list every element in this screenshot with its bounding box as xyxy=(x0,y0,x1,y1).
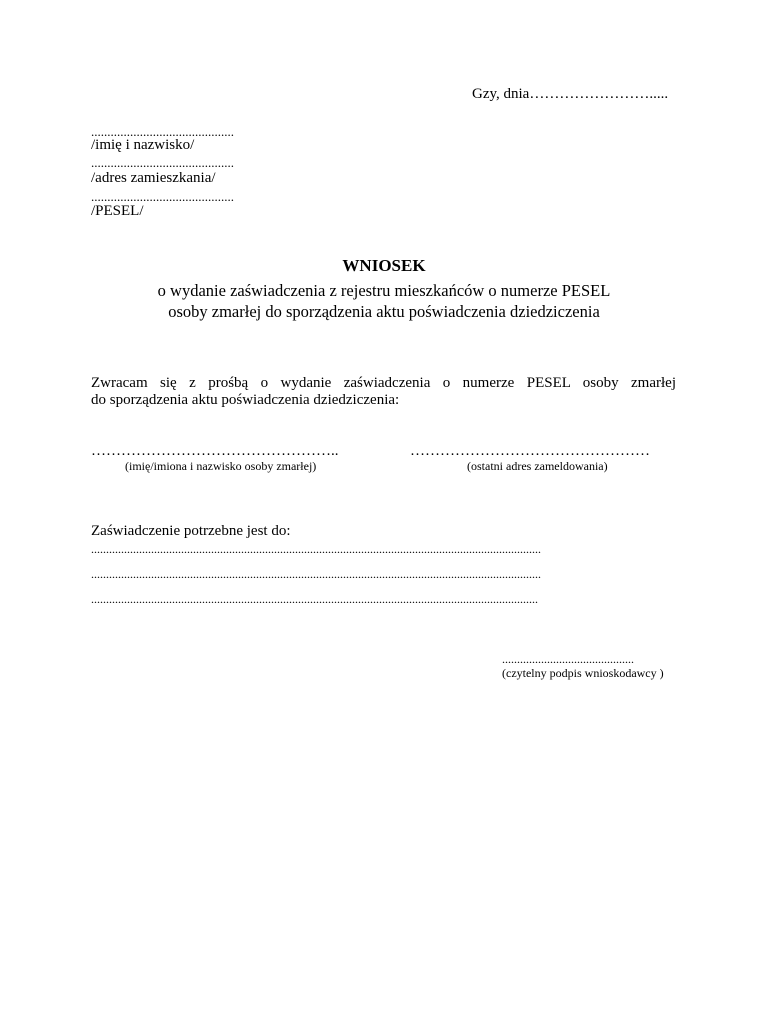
purpose-label: Zaświadczenie potrzebne jest do: xyxy=(91,523,291,539)
document-subtitle-line1: o wydanie zaświadczenia z rejestru mieszkańców o numerze PESEL xyxy=(157,281,611,300)
request-line1: Zwracam się z prośbą o wydanie zaświadczenia o numerze PESEL osoby zmarłej xyxy=(91,375,676,391)
purpose-line1: ...................................................................................................................................................... xyxy=(91,542,541,556)
deceased-address-dots: ………………………………………… xyxy=(410,443,650,459)
purpose-line2: ...................................................................................................................................................... xyxy=(91,567,541,581)
deceased-name-label: (imię/imiona i nazwisko osoby zmarłej) xyxy=(125,459,317,473)
applicant-name-label: /imię i nazwisko/ xyxy=(91,137,195,153)
deceased-address-label: (ostatni adres zameldowania) xyxy=(467,459,608,473)
signature-dots: ............................................ xyxy=(502,652,634,666)
deceased-name-dots: ………………………………………….. xyxy=(91,443,339,459)
purpose-line3: ..................................................................................................................................................... xyxy=(91,592,538,606)
request-line2: do sporządzenia aktu poświadczenia dziedziczenia: xyxy=(91,392,400,408)
document-subtitle-line2: osoby zmarłej do sporządzenia aktu poświadczenia dziedziczenia xyxy=(168,302,600,321)
applicant-name-dots: ............................................ xyxy=(91,124,234,139)
document-title: WNIOSEK xyxy=(342,256,426,275)
applicant-address-label: /adres zamieszkania/ xyxy=(91,170,216,186)
applicant-address-dots: ............................................ xyxy=(91,155,234,170)
applicant-pesel-label: /PESEL/ xyxy=(91,203,144,219)
place-date: Gzy, dnia……………………..... xyxy=(472,86,669,102)
applicant-pesel-dots: ............................................ xyxy=(91,189,234,204)
signature-label: (czytelny podpis wnioskodawcy ) xyxy=(502,666,664,680)
